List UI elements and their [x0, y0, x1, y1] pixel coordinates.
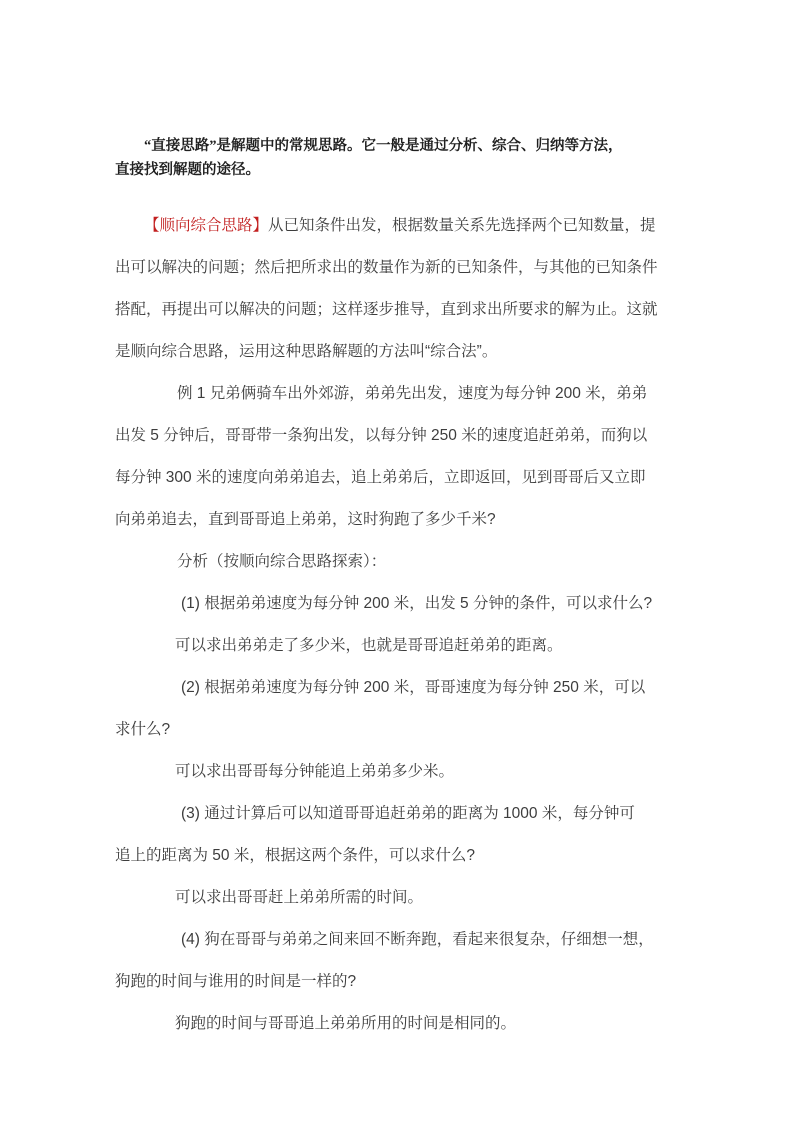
text-line: 【顺向综合思路】从已知条件出发，根据数量关系先选择两个已知数量，提 [144, 217, 656, 234]
text-line: 搭配，再提出可以解决的问题；这样逐步推导，直到求出所要求的解为止。这就 [115, 301, 658, 318]
text-line: 直接找到解题的途径。 [115, 162, 260, 178]
text-line: 狗跑的时间与谁用的时间是一样的? [115, 973, 357, 990]
text-line: 出可以解决的问题；然后把所求出的数量作为新的已知条件，与其他的已知条件 [115, 259, 658, 276]
text-line: 向弟弟追去，直到哥哥追上弟弟，这时狗跑了多少千米? [115, 511, 496, 528]
text-line: 可以求出哥哥赶上弟弟所需的时间。 [175, 889, 424, 906]
text-line: (4) 狗在哥哥与弟弟之间来回不断奔跑，看起来很复杂，仔细想一想， [181, 931, 654, 948]
text-line: 追上的距离为 50 米，根据这两个条件，可以求什么? [115, 847, 475, 864]
text-line: 例 1 兄弟俩骑车出外郊游，弟弟先出发，速度为每分钟 200 米，弟弟 [177, 385, 648, 402]
text-line: 每分钟 300 米的速度向弟弟追去，追上弟弟后，立即返回，见到哥哥后又立即 [115, 469, 646, 486]
text-line: 分析（按顺向综合思路探索）： [177, 553, 387, 570]
intro-paragraph [115, 134, 681, 182]
text-line: (3) 通过计算后可以知道哥哥追赶弟弟的距离为 1000 米，每分钟可 [181, 805, 635, 822]
body-text [115, 205, 681, 1045]
text-line: 可以求出哥哥每分钟能追上弟弟多少米。 [175, 763, 455, 780]
text-line: “直接思路”是解题中的常规思路。它一般是通过分析、综合、归纳等方法， [144, 138, 623, 154]
section-heading: 【顺向综合思路】 [144, 217, 269, 234]
text-line: (1) 根据弟弟速度为每分钟 200 米，出发 5 分钟的条件，可以求什么? [181, 595, 653, 612]
text-line: 是顺向综合思路，运用这种思路解题的方法叫“综合法”。 [115, 343, 498, 360]
text-line: (2) 根据弟弟速度为每分钟 200 米，哥哥速度为每分钟 250 米，可以 [181, 679, 646, 696]
text-line: 出发 5 分钟后，哥哥带一条狗出发，以每分钟 250 米的速度追赶弟弟，而狗以 [115, 427, 648, 444]
text-line: 狗跑的时间与哥哥追上弟弟所用的时间是相同的。 [175, 1015, 517, 1032]
text-line: 求什么? [115, 721, 171, 738]
text-line: 可以求出弟弟走了多少米，也就是哥哥追赶弟弟的距离。 [175, 637, 563, 654]
